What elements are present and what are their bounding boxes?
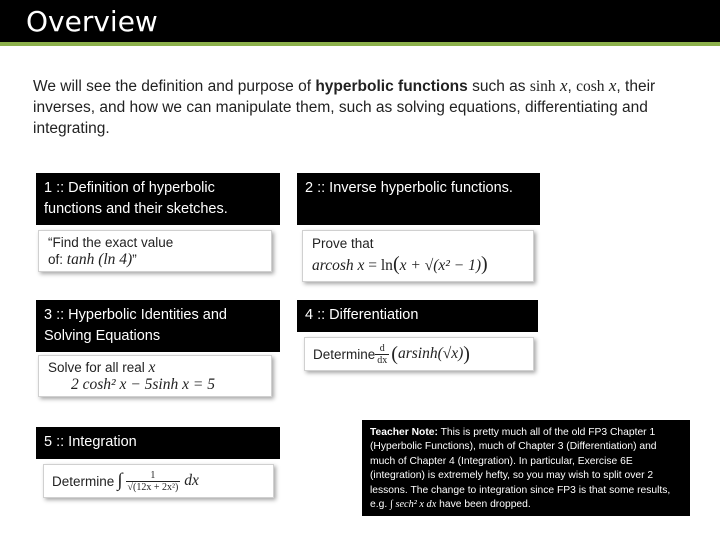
- topic-4-example: [304, 337, 534, 371]
- intro-bold-term: hyperbolic functions: [315, 78, 468, 95]
- ex1-line1: “Find the exact value: [48, 235, 174, 250]
- ex1-suffix: ”: [132, 252, 137, 267]
- topic-3-example: [38, 355, 272, 397]
- intro-paragraph: [33, 75, 693, 139]
- ex2-line2: [312, 254, 524, 276]
- ex3-equation: 2 cosh² x − 5sinh x = 5: [71, 376, 215, 393]
- ex5-den: √(12x + 2x²): [127, 481, 179, 493]
- ex4-prefix: Determine: [313, 346, 376, 362]
- intro-cosh: cosh: [576, 78, 605, 95]
- ex4-func: arsinh(√x): [397, 345, 464, 362]
- ex1-math: tanh (ln 4): [66, 251, 133, 268]
- title-bar: [0, 0, 720, 44]
- topic-3-header: 3 :: Hyperbolic Identities and Solving Equations: [36, 300, 280, 352]
- topic-2-example: [302, 230, 534, 282]
- page-title: Overview: [26, 5, 158, 38]
- topic-1-example: [38, 230, 272, 272]
- ex3-text: Solve for all real: [48, 360, 149, 375]
- teacher-note: [362, 420, 690, 516]
- ex2-line1: Prove that: [312, 236, 374, 251]
- ex1-line2: [48, 251, 262, 268]
- ex5-integral: ∫: [117, 470, 123, 491]
- topic-5-example: [43, 464, 274, 498]
- intro-text-2: such as: [467, 78, 530, 95]
- intro-x2: x: [608, 76, 617, 95]
- note-end: have been dropped.: [436, 499, 531, 511]
- ex2-rhs: x + √(x² − 1): [399, 257, 482, 274]
- ex4-derivative: [375, 343, 389, 366]
- intro-sinh: sinh: [529, 78, 556, 95]
- ex2-lhs: arcosh x: [312, 257, 365, 274]
- ex2-eq: =: [364, 257, 381, 274]
- topic-2-header: 2 :: Inverse hyperbolic functions.: [297, 173, 540, 225]
- ex2-paren-open: (: [392, 253, 400, 275]
- topic-5-header: 5 :: Integration: [36, 427, 280, 459]
- ex4-paren-close: ): [463, 342, 470, 365]
- ex4-paren-open: (: [391, 342, 398, 365]
- ex5-dx: dx: [184, 472, 199, 489]
- topic-4-header: 4 :: Differentiation: [297, 300, 538, 332]
- ex4-d-den: dx: [377, 354, 388, 366]
- ex3-line2: [48, 376, 262, 393]
- ex3-var: x: [148, 359, 156, 376]
- note-label: Teacher Note:: [370, 427, 438, 438]
- intro-x1: x: [559, 76, 568, 95]
- intro-text-1: We will see the definition and purpose of: [33, 78, 316, 95]
- topic-1-header: 1 :: Definition of hyperbolic functions and their sketches.: [36, 173, 280, 225]
- ex1-prefix: of:: [48, 252, 67, 267]
- intro-text-3: , their inverses, and how we can manipulate them, such as solving equations, differentiating and integrating.: [33, 78, 656, 137]
- note-text: This is pretty much all of the old FP3 Chapter 1 (Hyperbolic Functions), much of Chapter 3 (Differentiation) and much of Chapter 4 (Integration). In particular, Exercise 6E (integration) is extremely hefty, so you may wish to split over 2 lessons. The change to integration since FP3 is that some results, e.g.: [370, 427, 671, 511]
- ex5-num: 1: [126, 470, 181, 482]
- ex5-fraction: [126, 470, 181, 493]
- ex5-prefix: Determine: [52, 473, 115, 489]
- ex2-ln: ln: [380, 257, 393, 274]
- intro-comma: ,: [567, 78, 577, 95]
- ex3-line1: [48, 359, 262, 376]
- ex2-paren-close: ): [481, 253, 488, 275]
- ex4-d-num: d: [375, 343, 389, 355]
- note-formula: ∫ sech² x dx: [390, 499, 437, 511]
- title-accent-line: [0, 42, 720, 46]
